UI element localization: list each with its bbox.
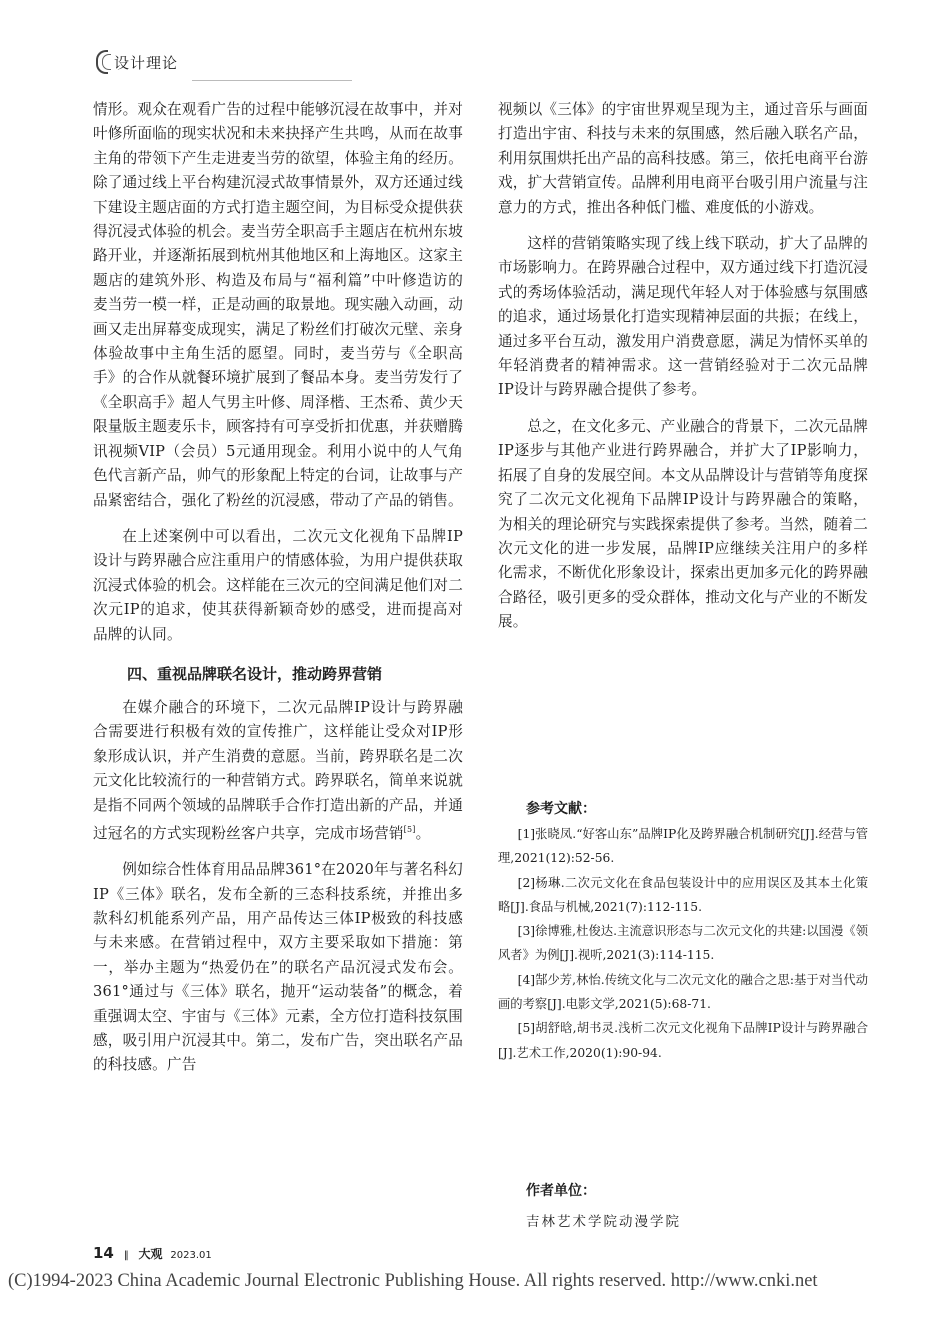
references-section <box>498 798 868 1065</box>
journal-name: 大观 <box>138 1247 163 1261</box>
running-header <box>96 46 346 80</box>
citation-5: [5] <box>403 824 416 834</box>
right-paragraph-2: 这样的营销策略实现了线上线下联动，扩大了品牌的市场影响力。在跨界融合过程中，双方通过线下打造沉浸式的秀场体验活动，满足现代年轻人对于体验感与氛围感的追求，通过场景化打造实现精神层面的共振；在线上，通过多平台互动，激发用户消费意愿，满足为情怀买单的年轻消费者的精神需求。这一营销经验对于二次元品牌IP设计与跨界融合提供了参考。 <box>498 235 868 399</box>
left-paragraph-3-end: 。 <box>415 824 431 842</box>
right-column <box>498 98 868 635</box>
references-title: 参考文献： <box>526 801 596 817</box>
footer-separator: ‖ <box>123 1250 129 1261</box>
reference-item: [4]郜少芳,林怡.传统文化与二次元文化的融合之思:基于对当代动画的考察[J].电影文学,2021(5):68-71. <box>498 972 868 1012</box>
reference-item: [3]徐博雅,杜俊达.主流意识形态与二次元文化的共建:以国漫《领风者》为例[J].视听,2021(3):114-115. <box>498 924 868 963</box>
left-paragraph-3 <box>93 696 463 846</box>
left-paragraph-2: 在上述案例中可以看出，二次元文化视角下品牌IP设计与跨界融合应注重用户的情感体验，为用户提供获取沉浸式体验的机会。这样能在三次元的空间满足他们对二次元IP的追求，使其获得新颖奇妙的感受，进而提高对品牌的认同。 <box>93 527 463 643</box>
page-footer <box>93 1244 212 1264</box>
copyright-line: (C)1994-2023 China Academic Journal Electronic Publishing House. All rights reserved. http://www.cnki.net <box>8 1271 818 1291</box>
reference-item: [2]杨琳.二次元文化在食品包装设计中的应用误区及其本土化策略[J].食品与机械,2021(7):112-115. <box>498 875 868 914</box>
affiliation-title: 作者单位： <box>526 1183 596 1199</box>
right-paragraph-3: 总之，在文化多元、产业融合的背景下，二次元品牌IP逐步与其他产业进行跨界融合，并扩大了IP影响力，拓展了自身的发展空间。本文从品牌设计与营销等角度探究了二次元文化视角下品牌IP设计与跨界融合的策略，为相关的理论研究与实践探索提供了参考。当然，随着二次元文化的进一步发展，品牌IP应继续关注用户的多样化需求，不断优化形象设计，探索出更加多元化的跨界融合路径，吸引更多的受众群体，推动文化与产业的不断发展。 <box>498 417 868 631</box>
left-paragraph-1: 情形。观众在观看广告的过程中能够沉浸在故事中，并对叶修所面临的现实状况和未来抉择产生共鸣，从而在故事主角的带领下产生走进麦当劳的欲望，体验主角的经历。除了通过线上平台构建沉浸式故事情景外，双方还通过线下建设主题店面的方式打造主题空间，为目标受众提供获得沉浸式体验的机会。麦当劳全职高手主题店在杭州东坡路开业，并逐渐拓展到杭州其他地区和上海地区。这家主题店的建筑外形、构造及布局与“福利篇”中叶修造访的麦当劳一模一样，正是动画的取景地。现实融入动画，动画又走出屏幕变成现实，满足了粉丝们打破次元壁、亲身体验故事中主角生活的愿望。同时，麦当劳与《全职高手》的合作从就餐环境扩展到了餐品本身。麦当劳发行了《全职高手》超人气男主叶修、周泽楷、王杰希、黄少天限量版主题麦乐卡，顾客持有可享受折扣优惠，并获赠腾讯视频VIP（会员）5元通用现金。利用小说中的人气角色代言新产品，帅气的形象配上特定的台词，让故事与产品紧密结合，强化了粉丝的沉浸感，带动了产品的销售。 <box>93 101 463 509</box>
affiliation-name: 吉林艺术学院动漫学院 <box>526 1214 681 1230</box>
author-affiliation <box>526 1180 866 1230</box>
section-heading-4: 四、重视品牌联名设计，推动跨界营销 <box>127 664 383 683</box>
left-paragraph-4: 例如综合性体育用品品牌361°在2020年与著名科幻IP《三体》联名，发布全新的三态科技系统，并推出多款科幻机能系列产品，用产品传达三体IP极致的科技感与未来感。在营销过程中，双方主要采取如下措施：第一，举办主题为“热爱仍在”的联名产品沉浸式发布会。361°通过与《三体》联名，抛开“运动装备”的概念，着重强调太空、宇宙与《三体》元素，全方位打造科技氛围感，吸引用户沉浸其中。第二，发布广告，突出联名产品的科技感。广告 <box>93 861 463 1074</box>
header-rule <box>192 80 352 81</box>
header-bracket-inner-icon <box>102 54 111 70</box>
reference-item: [5]胡舒晗,胡书灵.浅析二次元文化视角下品牌IP设计与跨界融合[J].艺术工作,2020(1):90-94. <box>498 1021 868 1060</box>
journal-issue: 2023.01 <box>170 1250 212 1261</box>
right-paragraph-1: 视频以《三体》的宇宙世界观呈现为主，通过音乐与画面打造出宇宙、科技与未来的氛围感，然后融入联名产品，利用氛围烘托出产品的高科技感。第三，依托电商平台游戏，扩大营销宣传。品牌利用电商平台吸引用户流量与注意力的方式，推出各种低门槛、难度低的小游戏。 <box>498 101 868 216</box>
page-number: 14 <box>93 1244 114 1262</box>
reference-item: [1]张晓凤.“好客山东”品牌IP化及跨界融合机制研究[J].经营与管理,2021(12):52-56. <box>498 827 868 866</box>
left-column <box>93 98 463 1078</box>
left-paragraph-3-text: 在媒介融合的环境下，二次元品牌IP设计与跨界融合需要进行积极有效的宣传推广，这样能让受众对IP形象形成认识，并产生消费的意愿。当前，跨界联名是二次元文化比较流行的一种营销方式。跨界联名，简单来说就是指不同两个领域的品牌联手合作打造出新的产品，并通过冠名的方式实现粉丝客户共享，完成市场营销 <box>93 698 463 842</box>
section-title: 设计理论 <box>114 54 179 72</box>
